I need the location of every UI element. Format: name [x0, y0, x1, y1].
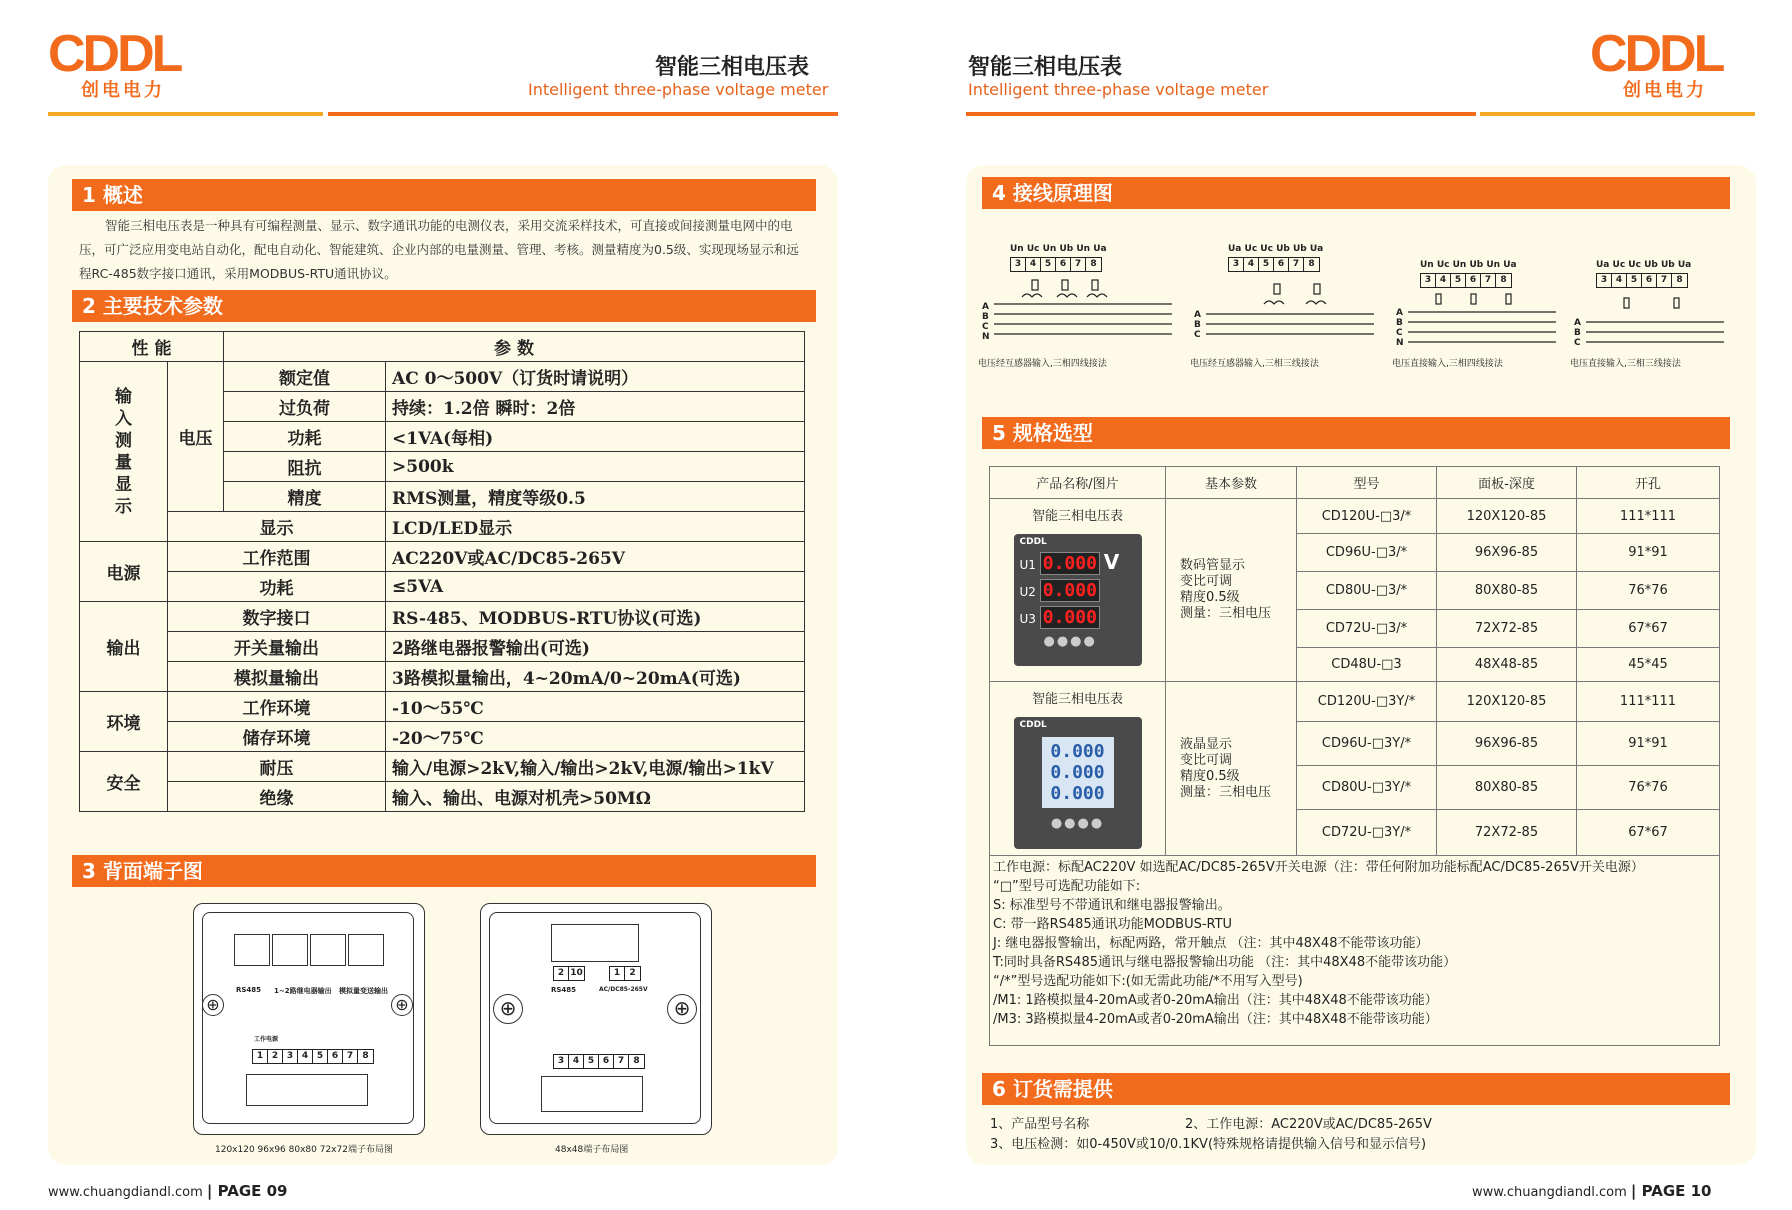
spec-val: 3路模拟量输出，4~20mA/0~20mA(可选) [386, 662, 805, 692]
page-number: | PAGE 09 [206, 1182, 288, 1200]
spec-key: 模拟量输出 [168, 662, 386, 692]
wiring-diagram-1: Un Uc Un Ub Un Ua 3 4 5 6 7 8 A B C N 电压经互感器输入,三相四线接法 [978, 244, 1107, 369]
overview-text: 智能三相电压表是一种具有可编程测量、显示、数字通讯功能的电测仪表，采用交流采样技术，可直接或间接测量电网中的电压，可广泛应用变电站自动化，配电自动化、智能建筑、企业内部的电量测量、管理、考核。测量精度为0.5级、实现现场显示和远程RC-485数字接口通讯，采用MODBUS-RTU通讯协议。 [79, 218, 799, 281]
spec-key: 阻抗 [224, 452, 386, 482]
group-power: 电源 [80, 542, 168, 602]
header-rule [966, 112, 1476, 116]
spec-val: 输入/电源>2kV,输入/输出>2kV,电源/输出>1kV [386, 752, 805, 782]
col-head: 面板-深度 [1437, 467, 1577, 499]
product-lcd: 智能三相电压表 CDDL 0.000 0.000 0.000 ●●●● [990, 682, 1166, 856]
spec-key: 耐压 [168, 752, 386, 782]
page-subtitle-right: Intelligent three-phase voltage meter [968, 80, 1269, 99]
terminal-strip: 1 2 3 4 5 6 7 8 [252, 1049, 374, 1064]
page-title-right: 智能三相电压表 [968, 55, 1123, 80]
selection-table: 产品名称/图片 基本参数 型号 面板-深度 开孔 智能三相电压表 CDDL U1 0.000 V U2 0.000 U3 0.000 ●●●● 数码管显示 变比可调 精度0.5级 测量：三相电压 CD120U-□3/* 120X120-85 111*111 CD96U-□3/* 96X96-85 91*91 CD80U-□3/* 80X80-85 76*76 CD72U-□3/* 72X72-85 67*67 CD48U-□3 48X48-85 45*45 智能三相电压表 CDDL 0.000 0.000 0.000 ●●●● 液晶显示 变比可调 精度0.5级 测量：三相电压 CD120U-□3Y/* 120X120-85 111*111 CD96U-□3Y/* 96X96-85 91*91 CD80U-□3Y/* 80X80-85 76*76 CD72U-□3Y/* 72X72-85 67*67 [989, 466, 1720, 856]
label-relay: 1~2路继电器输出 [274, 987, 332, 995]
spec-key: 开关量输出 [168, 632, 386, 662]
screw-icon: ⊕ [391, 994, 413, 1016]
spec-key: 过负荷 [224, 392, 386, 422]
order-item-3: 3、电压检测：如0-450V或10/0.1KV(特殊规格请提供输入信号和显示信号) [990, 1137, 1427, 1152]
spec-val: 持续：1.2倍 瞬时：2倍 [386, 392, 805, 422]
section-wiring: 4 接线原理图 [982, 177, 1730, 209]
terminal-caption-1: 120x120 96x96 80x80 72x72端子布局图 [215, 1145, 393, 1155]
screw-icon: ⊕ [202, 994, 224, 1016]
label-rs485: RS485 [551, 986, 577, 994]
label-rs485: RS485 [236, 986, 262, 994]
terminal-diagram-large [193, 903, 425, 1135]
section-overview: 1 概述 [72, 179, 816, 211]
footer-url[interactable]: www.chuangdiandl.com [1472, 1185, 1627, 1200]
screw-icon: ⊕ [493, 994, 523, 1024]
spec-val: RMS测量，精度等级0.5 [386, 482, 805, 512]
spec-val: >500k [386, 452, 805, 482]
spec-val: 输入、输出、电源对机壳>50MΩ [386, 782, 805, 812]
product-led: 智能三相电压表 CDDL U1 0.000 V U2 0.000 U3 0.000 ●●●● [990, 499, 1166, 682]
wiring-diagram-3: Un Uc Un Ub Un Ua 3 4 5 6 7 8 A B C N 电压直接输入,三相四线接法 [1392, 260, 1517, 369]
group-env: 环境 [80, 692, 168, 752]
label-analog: 模拟量变送输出 [339, 987, 388, 995]
header-rule [328, 112, 838, 116]
spec-val: LCD/LED显示 [386, 512, 805, 542]
terminal-strip: 3 4 5 6 7 8 [553, 1054, 645, 1069]
spec-key: 功耗 [224, 422, 386, 452]
group-output: 输出 [80, 602, 168, 692]
header-rule [48, 112, 323, 116]
brand-logo-right [1590, 25, 1740, 101]
spec-val: <1VA(每相) [386, 422, 805, 452]
logo-cn: 创电电力 [81, 80, 165, 101]
spec-key: 储存环境 [168, 722, 386, 752]
wiring-diagram-4: Ua Uc Uc Ub Ub Ua 3 4 5 6 7 8 A B C 电压直接输入,三相三线接法 [1570, 260, 1692, 369]
section-selection: 5 规格选型 [982, 417, 1730, 449]
spec-val: -10～55℃ [386, 692, 805, 722]
order-item-2: 2、工作电源：AC220V或AC/DC85-265V [1185, 1117, 1432, 1132]
brand-logo-left [48, 25, 198, 101]
logo-text: CDDL [48, 25, 181, 83]
col-head: 产品名称/图片 [990, 467, 1166, 499]
section-specs: 2 主要技术参数 [72, 290, 816, 322]
page-title-left: 智能三相电压表 [655, 55, 810, 80]
spec-key: 显示 [168, 512, 386, 542]
wiring-diagram-2: Ua Uc Uc Ub Ub Ua 3 4 5 6 7 8 A B C 电压经互感器输入,三相三线接法 [1194, 244, 1384, 374]
spec-head: 参 数 [224, 332, 805, 362]
spec-val: AC220V或AC/DC85-265V [386, 542, 805, 572]
logo-cn: 创电电力 [1623, 80, 1707, 101]
spec-key: 工作范围 [168, 542, 386, 572]
group-safety: 安全 [80, 752, 168, 812]
spec-key: 精度 [224, 482, 386, 512]
spec-table [79, 331, 805, 812]
terminal-strip: 2 10 [553, 966, 585, 981]
label-powspec: AC/DC85-265V [599, 986, 648, 993]
section-terminal: 3 背面端子图 [72, 855, 816, 887]
spec-key: 绝缘 [168, 782, 386, 812]
section-order: 6 订货需提供 [982, 1073, 1730, 1105]
params-led: 数码管显示 变比可调 精度0.5级 测量：三相电压 [1166, 499, 1297, 682]
footer-left [48, 1182, 287, 1200]
spec-val: RS-485、MODBUS-RTU协议(可选) [386, 602, 805, 632]
page-subtitle-left: Intelligent three-phase voltage meter [528, 80, 829, 99]
model-notes: 工作电源：标配AC220V 如选配AC/DC85-265V开关电源（注：带任何附加功能标配AC/DC85-265V开关电源） “□”型号可选配功能如下: S: 标准型号不带通讯和继电器报警输出。 C: 带一路RS485通讯功能MODBUS-RTU J: 继电器报警输出，标配两路，常开触点 （注：其中48X48不能带该功能） T:同时具备RS485通讯与继电器报警输出功能 （注：其中48X48不能带该功能） “/*”型号选配功能如下:(如无需此功能/*不用写入型号) /M1: 1路模拟量4-20mA或者0-20mA输出（注：其中48X48不能带该功能） /M3: 3路模拟量4-20mA或者0-20mA输出（注：其中48X48不能带该功能） [993, 860, 1644, 1027]
footer-url[interactable]: www.chuangdiandl.com [48, 1185, 203, 1200]
terminal-caption-2: 48x48端子布局图 [555, 1145, 629, 1155]
spec-val: 2路继电器报警输出(可选) [386, 632, 805, 662]
header-rule [1480, 112, 1755, 116]
spec-head: 性 能 [80, 332, 224, 362]
group-voltage: 电压 [168, 362, 224, 512]
terminal-strip: 1 2 [609, 966, 641, 981]
spec-key: 数字接口 [168, 602, 386, 632]
page-number: | PAGE 10 [1630, 1182, 1712, 1200]
col-head: 开孔 [1577, 467, 1720, 499]
terminal-diagram-small [480, 903, 712, 1135]
label-power: 工作电源 [254, 1036, 279, 1043]
footer-right [1472, 1182, 1711, 1200]
params-lcd: 液晶显示 变比可调 精度0.5级 测量：三相电压 [1166, 682, 1297, 856]
spec-val: -20～75℃ [386, 722, 805, 752]
spec-key: 额定值 [224, 362, 386, 392]
col-head: 型号 [1297, 467, 1437, 499]
logo-text: CDDL [1590, 25, 1723, 83]
group-input: 输入测量显示 [80, 362, 168, 542]
spec-val: AC 0～500V（订货时请说明） [386, 362, 805, 392]
screw-icon: ⊕ [667, 994, 697, 1024]
spec-key: 功耗 [168, 572, 386, 602]
spec-val: ≤5VA [386, 572, 805, 602]
col-head: 基本参数 [1166, 467, 1297, 499]
order-item-1: 1、产品型号名称 [990, 1117, 1090, 1132]
spec-key: 工作环境 [168, 692, 386, 722]
